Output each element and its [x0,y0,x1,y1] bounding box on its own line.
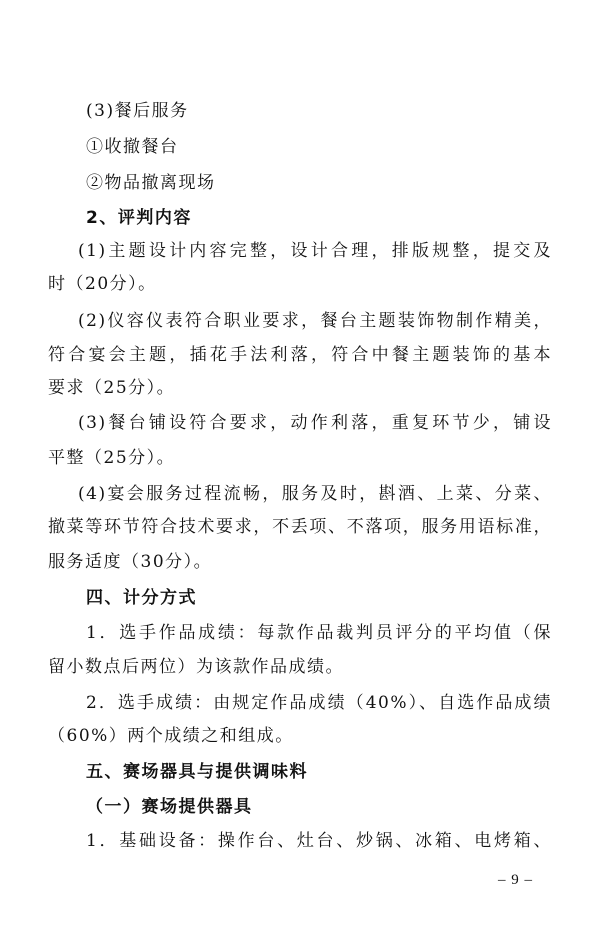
paragraph-line: 时（20分）。 [48,274,157,294]
paragraph-line: （60%）两个成绩之和组成。 [48,726,294,746]
paragraph-line: 撤菜等环节符合技术要求，不丢项、不落项，服务用语标准， [48,517,552,537]
section-heading-venue-equipment: 五、赛场器具与提供调味料 [86,762,308,782]
paragraph-line: (2)仪容仪表符合职业要求，餐台主题装饰物制作精美， [78,311,552,331]
subsection-heading-post-meal-service: (3)餐后服务 [86,101,189,121]
section-heading-judging-content: 2、评判内容 [86,208,192,228]
list-item: ②物品撤离现场 [86,173,216,193]
paragraph-line: (3)餐台铺设符合要求，动作利落，重复环节少，铺设 [78,413,552,433]
paragraph-line: 1．选手作品成绩：每款作品裁判员评分的平均值（保 [86,623,552,643]
paragraph-line: (1)主题设计内容完整，设计合理，排版规整，提交及 [78,241,552,261]
subsection-heading-provided-equipment: （一）赛场提供器具 [86,797,253,817]
paragraph-line: 1．基础设备：操作台、灶台、炒锅、冰箱、电烤箱、 [86,831,552,851]
paragraph-line: 服务适度（30分）。 [48,552,213,572]
paragraph-line: 符合宴会主题，插花手法利落，符合中餐主题装饰的基本 [48,345,552,365]
paragraph-line: 留小数点后两位）为该款作品成绩。 [48,657,344,677]
paragraph-line: 平整（25分）。 [48,448,176,468]
list-item: ①收撤餐台 [86,137,179,157]
paragraph-line: 要求（25分）。 [48,378,176,398]
section-heading-scoring-method: 四、计分方式 [86,588,197,608]
paragraph-line: (4)宴会服务过程流畅，服务及时，斟酒、上菜、分菜、 [78,484,552,504]
page-number: – 9 – [498,872,533,888]
paragraph-line: 2．选手成绩：由规定作品成绩（40%）、自选作品成绩 [86,693,552,713]
